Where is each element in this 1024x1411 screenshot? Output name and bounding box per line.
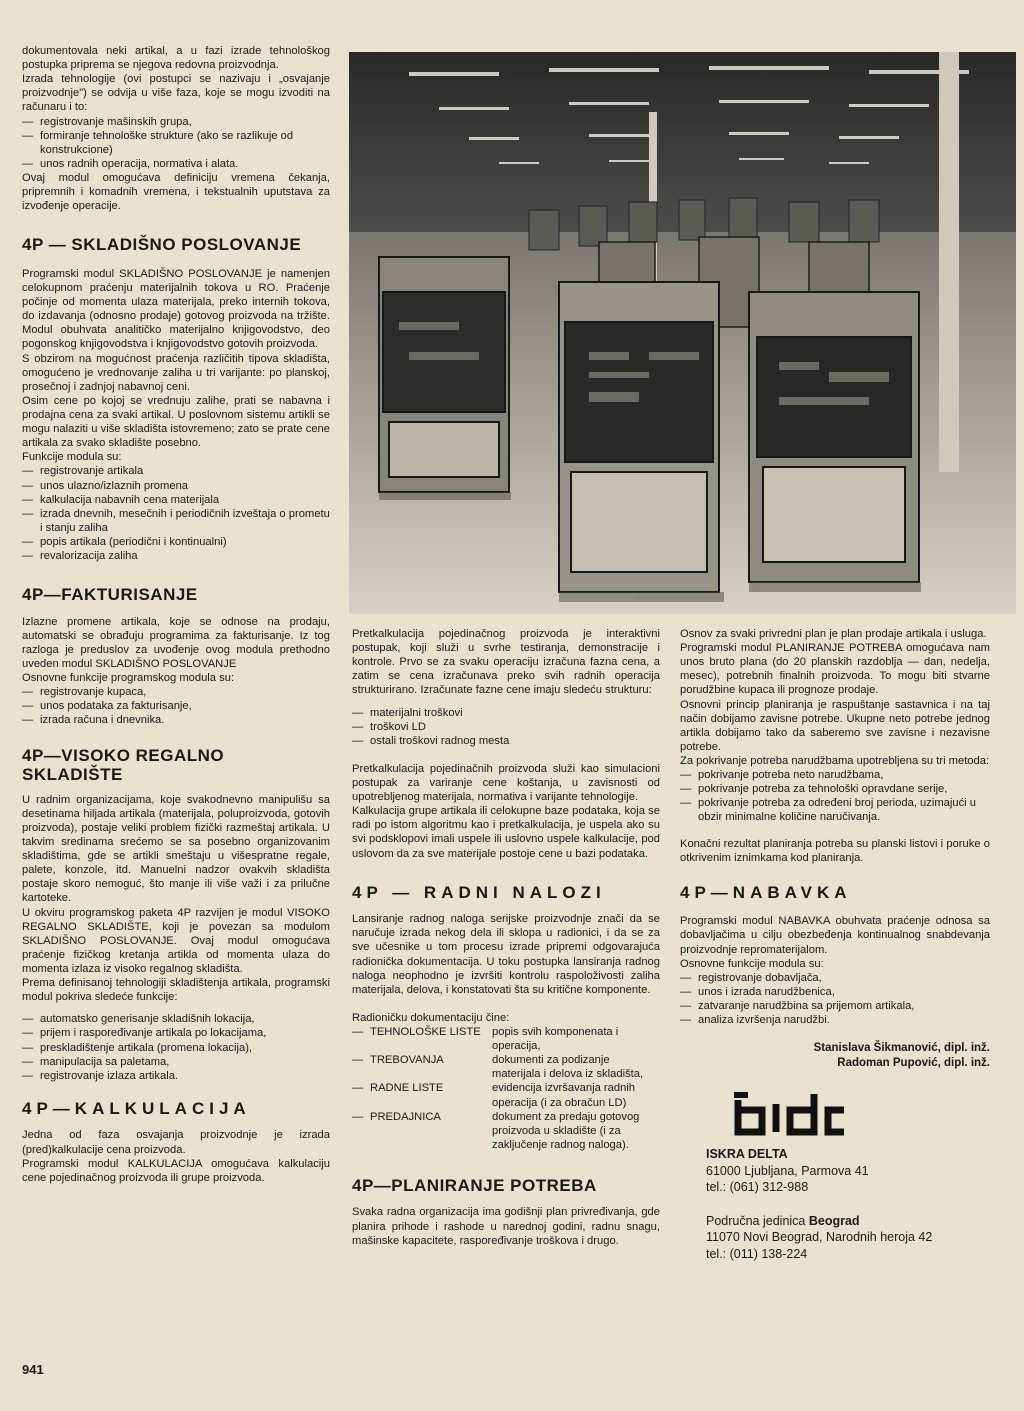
list-item: — popis artikala (periodični i kontinualni) [22, 535, 330, 549]
company-address: 61000 Ljubljana, Parmova 41 [706, 1163, 869, 1178]
paragraph: Kalkulacija grupe artikala ili celokupne baze podataka, koja se radi po istom algoritmu kao i pretkalkulacija, je uspela ako su svi podsklopovi imali uspele ili uslovno uspele kalkulacije, pod uslovom da za sve materijale postoje cene u bazi podataka. [352, 805, 660, 860]
list-item: — zatvaranje narudžbina sa prijemom artikala, [680, 999, 990, 1013]
column-1 [22, 44, 330, 1185]
column-3 [680, 627, 990, 1262]
company-phone: tel.: (061) 312-988 [706, 1179, 809, 1194]
doc-description: dokument za predaju gotovog proizvoda u skladište (i za zaključenje radnog naloga). [492, 1110, 640, 1151]
section-heading: 4P—NABAVKA [680, 882, 852, 902]
list-item: — registrovanje kupaca, [22, 685, 330, 699]
list-item: — registrovanje mašinskih grupa, [22, 115, 330, 129]
nabavka-list [680, 971, 990, 1027]
office-phone: tel.: (011) 138-224 [706, 1246, 808, 1261]
iskra-delta-logo [732, 1088, 990, 1140]
list-item: — unos ulazno/izlaznih promena [22, 479, 330, 493]
doc-description: popis svih komponenata i operacija, [492, 1025, 619, 1053]
section-heading: 4P—FAKTURISANJE [22, 585, 198, 605]
paragraph: U okviru programskog paketa 4P razvijen je modul VISOKO REGALNO SKLADIŠTE, koji je povezan sa modulom SKLADIŠNO POSLOVANJE. Ovaj modul omogućava praćenje fizičkog kretanja artikla od momenta ulaza do momenta izlaza iz visoko regalnog skladišta. [22, 906, 330, 975]
office-address: 11070 Novi Beograd, Narodnih heroja 42 [706, 1230, 933, 1245]
list-item: — materijalni troškovi [352, 706, 660, 720]
regional-office-label [706, 1213, 990, 1229]
paragraph: Lansiranje radnog naloga serijske proizvodnje znači da se naručuje izrada nekog dela ili sklopa u radionici, i da se za sve učesnike u tom procesu izrade pripremi odgovarajuća radionička dokumentacija. U toku postupka lansiranja radnog naloga neophodno je izvršiti kontrolu raspoloživosti zaliha materijala, delova, i konstatovati šta su kritične komponente. [352, 913, 660, 996]
paragraph: Radioničku dokumentaciju čine: [352, 1011, 510, 1024]
fakturisanje-list [22, 685, 330, 727]
paragraph: Osnovni princip planiranja je raspuštanje sastavnica i na taj način dobijamo zavisne potrebe. Ukupne neto potrebe jednog artikla dobijamo tako da saberemo sve zavisne i nezavisne potrebe. [680, 698, 990, 753]
doc-term: — PREDAJNICA [370, 1110, 441, 1123]
list-item: — formiranje tehnološke strukture (ako se razlikuje od konstrukcione) [22, 129, 330, 157]
paragraph: Ovaj modul omogućava definiciju vremena čekanja, pripremnih i komadnih vremena, i tekstualnih uputstava za izvođenje operacije. [22, 171, 330, 213]
visoko-list [22, 1012, 330, 1083]
paragraph: Za pokrivanje potreba narudžbama upotrebljena su tri metoda: [680, 754, 990, 767]
section-heading: 4P—KALKULACIJA [22, 1098, 251, 1118]
list-item: — unos radnih operacija, normativa i alata. [22, 157, 330, 171]
list-item: — izrada dnevnih, mesečnih i periodičnih izveštaja o prometu i stanju zaliha [22, 507, 330, 535]
methods-list [680, 768, 990, 824]
paragraph: Osim cene po kojoj se vrednuju zalihe, prati se nabavna i prodajna cena za svaki artikal. U poslovnom sistemu artikli se mogu nalaziti u više skladišta istovremeno; zato se prate cene artikala za svako skladište posebno. [22, 394, 330, 450]
list-item: — unos i izrada narudžbenica, [680, 985, 990, 999]
documentation-list [352, 1025, 660, 1152]
list-item: — izrada računa i dnevnika. [22, 713, 330, 727]
list-item: — kalkulacija nabavnih cena materijala [22, 493, 330, 507]
list-item: — preskladištenje artikala (promena lokacija), [22, 1041, 330, 1055]
list-item: — registrovanje artikala [22, 464, 330, 478]
section-heading: 4P — RADNI NALOZI [352, 882, 606, 902]
author-signature: Stanislava Šikmanović, dipl. inž. [813, 1042, 990, 1055]
list-item: — manipulacija sa paletama, [22, 1055, 330, 1069]
paragraph: Svaka radna organizacija ima godišnji plan privređivanja, gde planira prihode i rashode u narednoj godini, radnu snagu, mašinske kapacitete, raspoređivanje troškova i drugo. [352, 1206, 660, 1247]
page-number: 941 [22, 1362, 44, 1377]
doc-term: — TREBOVANJA [370, 1054, 444, 1067]
paragraph: Konačni rezultat planiranja potreba su planski listovi i poruke o otkrivenim iznimkama kod planiranja. [680, 837, 990, 864]
section-heading: 4P — SKLADIŠNO POSLOVANJE [22, 235, 302, 255]
list-item: — pokrivanje potreba za određeni broj perioda, uzimajući u obzir minimalne količine naručivanja. [680, 796, 990, 824]
list-item: — registrovanje dobavljača, [680, 971, 990, 985]
list-item: — pokrivanje potreba neto narudžbama, [680, 768, 990, 782]
list-item: — unos podataka za fakturisanje, [22, 699, 330, 713]
doc-description: dokumenti za podizanje materijala i delova iz skladišta, [492, 1054, 644, 1081]
paragraph: Jedna od faza osvajanja proizvodnje je izrada (pred)kalkulacije cena proizvoda. [22, 1129, 330, 1156]
doc-term: — RADNE LISTE [370, 1082, 444, 1095]
company-name: ISKRA DELTA [706, 1147, 788, 1162]
section-heading: 4P—PLANIRANJE POTREBA [352, 1175, 597, 1195]
list-item: — pokrivanje potreba za tehnološki opravdane serije, [680, 782, 990, 796]
paragraph: Izlazne promene artikala, koje se odnose na prodaju, automatski se obrađuju programima za fakturisanje. Iz tog razloga je preduslov za uvođenje ovog modula prethodno uveden modul SKLADIŠNO POSLOVANJE [22, 615, 330, 671]
paragraph: Pretkalkulacija pojedinačnih proizvoda služi kao simulacioni postupak za variranje cene koštanja, u zavisnosti od upotrebljenog materijala, normativa i varijante tehnologije. [352, 762, 660, 804]
list-item: — prijem i raspoređivanje artikala po lokacijama, [22, 1026, 330, 1040]
paragraph: dokumentovala neki artikal, a u fazi izrade tehnološkog postupka priprema se njegova redovna proizvodnja. [22, 45, 330, 72]
column-2 [352, 627, 660, 1248]
list-item: — automatsko generisanje skladišnih lokacija, [22, 1012, 330, 1026]
doc-term: — TEHNOLOŠKE LISTE [370, 1025, 481, 1038]
list-item: — ostali troškovi radnog mesta [352, 734, 660, 748]
list-item [352, 1053, 660, 1081]
paragraph: Programski modul SKLADIŠNO POSLOVANJE je namenjen celokupnom praćenju materijalnih tokova u RO. Praćenje počinje od momenta ulaza materijala, preko internih tokova, do izdavanja (odnosno prodaje) gotovog proizvoda na tržište. Modul obuhvata analitičko materijalno knjigovodstvo, deo pogonskog knjigovodstva i knjigovodstvo gotovih proizvoda. [22, 267, 330, 351]
paragraph: S obzirom na mogućnost praćenja različitih tipova skladišta, omogućeno je vrednovanje zaliha u tri varijante: po planskoj, prosečnoj i zadnjoj nabavnoj ceni. [22, 352, 330, 393]
list-item [352, 1110, 660, 1152]
list-item [352, 1081, 660, 1109]
paragraph: Osnov za svaki privredni plan je plan prodaje artikala i usluga. [680, 628, 987, 640]
list-item: — analiza izvršenja narudžbi. [680, 1013, 990, 1027]
list-item [352, 1025, 660, 1053]
doc-description: evidencija izvršavanja radnih operacija (i za obračun LD) [492, 1082, 636, 1109]
cost-list [352, 706, 660, 748]
skladisno-list [22, 464, 330, 563]
section-heading: 4P—VISOKO REGALNO SKLADIŠTE [22, 745, 225, 785]
paragraph: Izrada tehnologije (ovi postupci se nazivaju i „osvajanje proizvodnje") se odvija u više faza, koje se mogu izvoditi na računaru i to: [22, 73, 330, 114]
paragraph: Osnovne funkcije modula su: [680, 957, 824, 970]
intro-list [22, 115, 330, 171]
author-signature: Radoman Pupović, dipl. inž. [837, 1056, 990, 1069]
paragraph: Programski modul KALKULACIJA omogućava kalkulaciju cene pojedinačnog proizvoda ili grupe proizvoda. [22, 1157, 330, 1184]
paragraph: Funkcije modula su: [22, 451, 122, 464]
list-item: — registrovanje izlaza artikala. [22, 1069, 330, 1083]
paragraph: Prema definisanoj tehnologiji skladištenja artikala, programski modul pokriva sledeće funkcije: [22, 977, 330, 1004]
computer-room-photo [349, 52, 1016, 614]
office-city: Beograd [808, 1214, 860, 1228]
office-label-text: Područna jedinica [706, 1214, 809, 1228]
paragraph: U radnim organizacijama, koje svakodnevno manipulišu sa desetinama hiljada artikala (materijala, poluproizvoda, gotovih proizvoda), postaje veliki problem fizički razmeštaj artikala. U takvim sredinama srećemo se sa posebno organizovanim skladištima, gde se artikli smeštaju u višespratne regale, palete, konzole, itd. Manuelni nadzor ovakvih skladišta postaje skoro nemoguć, što manje ili više važi i za prilučne kartoteke. [22, 793, 330, 905]
paragraph: Programski modul NABAVKA obuhvata praćenje odnosa sa dobavljačima u cilju obezbeđenja kontinualnog snabdevanja proizvodnje repromaterijalom. [680, 915, 990, 956]
list-item: — revalorizacija zaliha [22, 549, 330, 563]
list-item: — troškovi LD [352, 720, 660, 734]
paragraph: Programski modul PLANIRANJE POTREBA omogućava nam unos bruto plana (do 20 planskih razdoblja — dan, nedelja, mesec), potrebnih finalnih proizvoda. To mogu biti stvarne porudžbine kupaca ili prognoze prodaje. [680, 642, 990, 697]
paragraph: Osnovne funkcije programskog modula su: [22, 672, 235, 685]
paragraph: Pretkalkulacija pojedinačnog proizvoda je interaktivni postupak, koji služi u svrhe testiranja, demonstracije i kontrole. Prvo se za svaku operaciju izračuna fazna cena, a zatim se cena izračunava preko svih radnih operacija strukturirano. Izračunate fazne cene imaju sledeću strukturu: [352, 628, 660, 697]
